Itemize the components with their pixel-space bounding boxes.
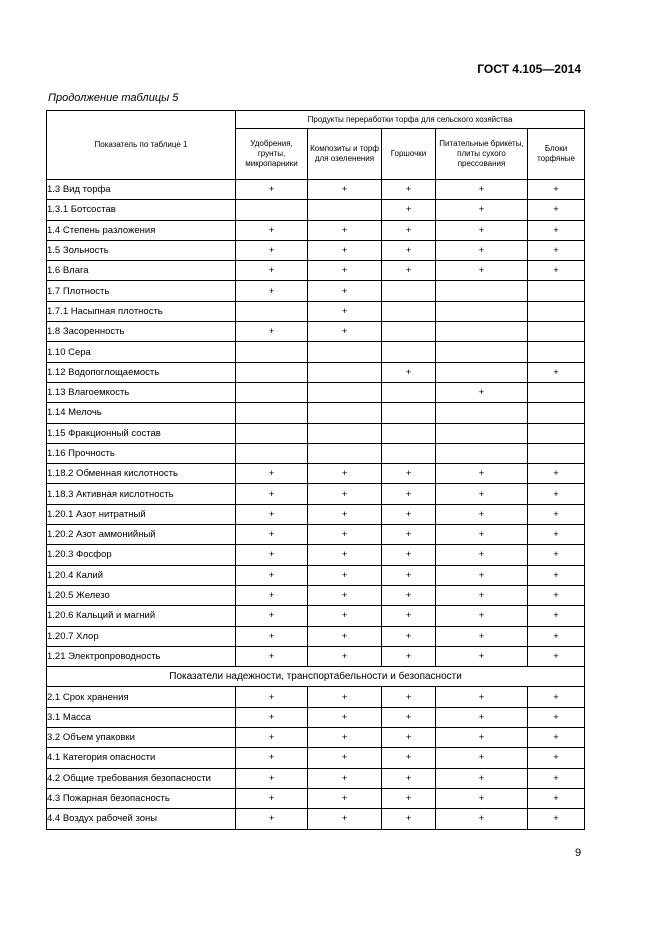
applicability-cell: + bbox=[528, 626, 585, 646]
applicability-cell: + bbox=[436, 728, 528, 748]
table-row bbox=[47, 423, 585, 443]
indicator-label: 1.20.3 Фосфор bbox=[47, 545, 236, 565]
indicator-label: 1.18.2 Обменная кислотность bbox=[47, 464, 236, 484]
applicability-cell bbox=[236, 200, 308, 220]
indicator-label: 1.12 Водопоглощаемость bbox=[47, 362, 236, 382]
applicability-cell: + bbox=[236, 464, 308, 484]
indicator-label: 1.16 Прочность bbox=[47, 443, 236, 463]
applicability-cell: + bbox=[236, 545, 308, 565]
indicator-label: 1.10 Сера bbox=[47, 342, 236, 362]
applicability-cell: + bbox=[436, 707, 528, 727]
applicability-cell bbox=[236, 443, 308, 463]
applicability-cell: + bbox=[382, 565, 436, 585]
applicability-cell: + bbox=[308, 606, 382, 626]
row-header: Показатель по таблице 1 bbox=[47, 111, 236, 180]
applicability-cell: + bbox=[236, 768, 308, 788]
table-row bbox=[47, 504, 585, 524]
table-row bbox=[47, 281, 585, 301]
indicator-label: 1.7 Плотность bbox=[47, 281, 236, 301]
applicability-cell bbox=[436, 301, 528, 321]
table-row bbox=[47, 525, 585, 545]
applicability-cell: + bbox=[236, 322, 308, 342]
table-row bbox=[47, 545, 585, 565]
applicability-cell: + bbox=[236, 606, 308, 626]
applicability-cell bbox=[528, 382, 585, 402]
applicability-cell: + bbox=[308, 687, 382, 707]
applicability-cell: + bbox=[308, 220, 382, 240]
applicability-cell: + bbox=[382, 687, 436, 707]
table-row bbox=[47, 464, 585, 484]
applicability-cell: + bbox=[436, 484, 528, 504]
section-title: Показатели надежности, транспортабельности и безопасности bbox=[47, 667, 585, 687]
applicability-cell bbox=[436, 342, 528, 362]
applicability-cell: + bbox=[382, 484, 436, 504]
applicability-cell: + bbox=[528, 504, 585, 524]
applicability-cell: + bbox=[236, 707, 308, 727]
applicability-cell: + bbox=[236, 646, 308, 666]
indicator-label: 1.6 Влага bbox=[47, 261, 236, 281]
applicability-cell: + bbox=[436, 646, 528, 666]
table-row bbox=[47, 322, 585, 342]
table-row bbox=[47, 788, 585, 808]
indicator-label: 1.4 Степень разложения bbox=[47, 220, 236, 240]
applicability-cell: + bbox=[436, 200, 528, 220]
applicability-cell bbox=[308, 382, 382, 402]
indicator-label: 1.3 Вид торфа bbox=[47, 180, 236, 200]
table-row bbox=[47, 646, 585, 666]
applicability-cell: + bbox=[382, 646, 436, 666]
applicability-cell bbox=[308, 342, 382, 362]
applicability-cell: + bbox=[436, 504, 528, 524]
applicability-cell: + bbox=[436, 606, 528, 626]
applicability-cell: + bbox=[236, 728, 308, 748]
applicability-cell bbox=[528, 443, 585, 463]
applicability-cell: + bbox=[382, 809, 436, 829]
applicability-cell: + bbox=[382, 545, 436, 565]
indicator-label: 1.15 Фракционный состав bbox=[47, 423, 236, 443]
indicator-label: 1.20.4 Калий bbox=[47, 565, 236, 585]
applicability-cell: + bbox=[436, 261, 528, 281]
applicability-cell bbox=[528, 322, 585, 342]
applicability-cell bbox=[436, 322, 528, 342]
table-row bbox=[47, 809, 585, 829]
applicability-cell: + bbox=[528, 545, 585, 565]
table-row bbox=[47, 484, 585, 504]
table-row bbox=[47, 768, 585, 788]
applicability-cell: + bbox=[528, 788, 585, 808]
applicability-cell: + bbox=[308, 707, 382, 727]
applicability-cell: + bbox=[308, 768, 382, 788]
applicability-cell: + bbox=[382, 788, 436, 808]
indicator-label: 1.5 Зольность bbox=[47, 240, 236, 260]
applicability-cell: + bbox=[528, 748, 585, 768]
applicability-cell: + bbox=[528, 180, 585, 200]
table-row bbox=[47, 565, 585, 585]
applicability-cell: + bbox=[236, 261, 308, 281]
applicability-cell: + bbox=[382, 748, 436, 768]
table-row bbox=[47, 200, 585, 220]
applicability-cell: + bbox=[308, 525, 382, 545]
applicability-cell: + bbox=[382, 261, 436, 281]
applicability-cell: + bbox=[308, 322, 382, 342]
indicator-label: 1.7.1 Насыпная плотность bbox=[47, 301, 236, 321]
applicability-cell: + bbox=[308, 301, 382, 321]
applicability-cell: + bbox=[436, 585, 528, 605]
table-caption: Продолжение таблицы 5 bbox=[48, 92, 179, 104]
applicability-cell: + bbox=[528, 606, 585, 626]
applicability-cell: + bbox=[308, 240, 382, 260]
applicability-cell: + bbox=[436, 180, 528, 200]
indicator-label: 3.1 Масса bbox=[47, 707, 236, 727]
applicability-cell bbox=[436, 281, 528, 301]
applicability-cell bbox=[382, 423, 436, 443]
applicability-cell bbox=[528, 342, 585, 362]
applicability-cell bbox=[308, 362, 382, 382]
applicability-cell: + bbox=[436, 748, 528, 768]
indicator-label: 3.2 Объем упаковки bbox=[47, 728, 236, 748]
applicability-cell: + bbox=[236, 180, 308, 200]
table-row bbox=[47, 403, 585, 423]
column-header: Удобрения, грунты, микропарники bbox=[236, 129, 308, 180]
indicator-label: 1.20.7 Хлор bbox=[47, 626, 236, 646]
indicator-label: 4.1 Категория опасности bbox=[47, 748, 236, 768]
table-row bbox=[47, 728, 585, 748]
table-row bbox=[47, 585, 585, 605]
applicability-cell: + bbox=[528, 728, 585, 748]
applicability-cell bbox=[308, 423, 382, 443]
applicability-cell: + bbox=[308, 748, 382, 768]
table-row bbox=[47, 606, 585, 626]
applicability-cell: + bbox=[236, 504, 308, 524]
table-row bbox=[47, 220, 585, 240]
applicability-cell: + bbox=[528, 565, 585, 585]
applicability-cell: + bbox=[308, 788, 382, 808]
applicability-cell bbox=[236, 342, 308, 362]
indicator-label: 1.21 Электропроводность bbox=[47, 646, 236, 666]
applicability-cell: + bbox=[308, 464, 382, 484]
applicability-cell bbox=[436, 362, 528, 382]
applicability-cell: + bbox=[236, 484, 308, 504]
table-row bbox=[47, 240, 585, 260]
applicability-cell bbox=[382, 342, 436, 362]
applicability-cell: + bbox=[236, 240, 308, 260]
applicability-cell: + bbox=[528, 687, 585, 707]
applicability-cell: + bbox=[528, 220, 585, 240]
applicability-cell: + bbox=[382, 525, 436, 545]
applicability-cell: + bbox=[308, 281, 382, 301]
applicability-cell: + bbox=[308, 504, 382, 524]
applicability-cell: + bbox=[236, 809, 308, 829]
page-number: 9 bbox=[575, 847, 582, 859]
table-row bbox=[47, 443, 585, 463]
applicability-cell: + bbox=[308, 626, 382, 646]
indicator-label: 1.8 Засоренность bbox=[47, 322, 236, 342]
indicator-label: 4.3 Пожарная безопасность bbox=[47, 788, 236, 808]
indicator-table bbox=[46, 110, 585, 830]
table-row bbox=[47, 707, 585, 727]
applicability-cell: + bbox=[528, 707, 585, 727]
applicability-cell: + bbox=[436, 626, 528, 646]
applicability-cell bbox=[436, 403, 528, 423]
applicability-cell: + bbox=[382, 464, 436, 484]
applicability-cell: + bbox=[382, 585, 436, 605]
applicability-cell: + bbox=[528, 261, 585, 281]
applicability-cell: + bbox=[382, 240, 436, 260]
group-header: Продукты переработки торфа для сельского хозяйства bbox=[236, 111, 585, 129]
indicator-label: 1.14 Мелочь bbox=[47, 403, 236, 423]
applicability-cell: + bbox=[308, 565, 382, 585]
applicability-cell: + bbox=[236, 585, 308, 605]
applicability-cell bbox=[382, 382, 436, 402]
applicability-cell: + bbox=[436, 768, 528, 788]
indicator-label: 1.13 Влагоемкость bbox=[47, 382, 236, 402]
applicability-cell: + bbox=[436, 464, 528, 484]
applicability-cell bbox=[436, 443, 528, 463]
standard-code: ГОСТ 4.105—2014 bbox=[477, 62, 581, 76]
applicability-cell: + bbox=[528, 525, 585, 545]
applicability-cell bbox=[308, 200, 382, 220]
applicability-cell bbox=[382, 281, 436, 301]
table-section bbox=[47, 667, 585, 687]
applicability-cell: + bbox=[436, 525, 528, 545]
column-header: Композиты и торф для озеленения bbox=[308, 129, 382, 180]
applicability-cell: + bbox=[528, 484, 585, 504]
applicability-cell: + bbox=[382, 200, 436, 220]
table-row bbox=[47, 180, 585, 200]
applicability-cell bbox=[528, 301, 585, 321]
applicability-cell: + bbox=[436, 545, 528, 565]
applicability-cell: + bbox=[236, 565, 308, 585]
column-header: Блоки торфяные bbox=[528, 129, 585, 180]
indicator-label: 4.2 Общие требования безопасности bbox=[47, 768, 236, 788]
applicability-cell: + bbox=[308, 809, 382, 829]
table-row bbox=[47, 382, 585, 402]
applicability-cell bbox=[236, 301, 308, 321]
applicability-cell: + bbox=[528, 240, 585, 260]
applicability-cell: + bbox=[436, 565, 528, 585]
applicability-cell bbox=[382, 443, 436, 463]
applicability-cell: + bbox=[528, 200, 585, 220]
applicability-cell bbox=[382, 301, 436, 321]
applicability-cell: + bbox=[528, 464, 585, 484]
applicability-cell: + bbox=[382, 180, 436, 200]
indicator-label: 1.20.2 Азот аммонийный bbox=[47, 525, 236, 545]
applicability-cell: + bbox=[382, 626, 436, 646]
applicability-cell: + bbox=[436, 809, 528, 829]
applicability-cell: + bbox=[308, 261, 382, 281]
table-row bbox=[47, 342, 585, 362]
applicability-cell bbox=[528, 403, 585, 423]
table-row bbox=[47, 362, 585, 382]
table-row bbox=[47, 301, 585, 321]
indicator-label: 1.3.1 Ботсостав bbox=[47, 200, 236, 220]
table-row bbox=[47, 687, 585, 707]
table-body-quality bbox=[47, 180, 585, 667]
indicator-label: 1.20.6 Кальций и магний bbox=[47, 606, 236, 626]
applicability-cell: + bbox=[528, 768, 585, 788]
indicator-label: 1.20.1 Азот нитратный bbox=[47, 504, 236, 524]
applicability-cell: + bbox=[236, 748, 308, 768]
applicability-cell bbox=[236, 403, 308, 423]
applicability-cell: + bbox=[308, 585, 382, 605]
applicability-cell: + bbox=[436, 220, 528, 240]
applicability-cell: + bbox=[528, 585, 585, 605]
table-body-safety bbox=[47, 687, 585, 829]
column-header: Горшочки bbox=[382, 129, 436, 180]
indicator-label: 1.18.3 Активная кислотность bbox=[47, 484, 236, 504]
indicator-label: 1.20.5 Железо bbox=[47, 585, 236, 605]
applicability-cell: + bbox=[382, 707, 436, 727]
applicability-cell: + bbox=[528, 646, 585, 666]
applicability-cell bbox=[528, 281, 585, 301]
applicability-cell bbox=[436, 423, 528, 443]
applicability-cell: + bbox=[382, 728, 436, 748]
applicability-cell: + bbox=[236, 788, 308, 808]
applicability-cell bbox=[382, 322, 436, 342]
applicability-cell: + bbox=[436, 788, 528, 808]
applicability-cell: + bbox=[236, 220, 308, 240]
applicability-cell: + bbox=[382, 362, 436, 382]
applicability-cell: + bbox=[382, 606, 436, 626]
applicability-cell: + bbox=[436, 382, 528, 402]
indicator-label: 2.1 Срок хранения bbox=[47, 687, 236, 707]
applicability-cell bbox=[528, 423, 585, 443]
applicability-cell: + bbox=[382, 768, 436, 788]
applicability-cell: + bbox=[382, 504, 436, 524]
section-row bbox=[47, 667, 585, 687]
applicability-cell: + bbox=[308, 484, 382, 504]
applicability-cell: + bbox=[236, 525, 308, 545]
applicability-cell: + bbox=[308, 728, 382, 748]
applicability-cell bbox=[236, 423, 308, 443]
applicability-cell bbox=[236, 382, 308, 402]
applicability-cell: + bbox=[236, 626, 308, 646]
table-row bbox=[47, 626, 585, 646]
applicability-cell: + bbox=[236, 281, 308, 301]
table-row bbox=[47, 261, 585, 281]
applicability-cell bbox=[308, 403, 382, 423]
applicability-cell: + bbox=[236, 687, 308, 707]
applicability-cell bbox=[236, 362, 308, 382]
applicability-cell: + bbox=[308, 545, 382, 565]
applicability-cell: + bbox=[382, 220, 436, 240]
applicability-cell: + bbox=[436, 687, 528, 707]
applicability-cell: + bbox=[308, 180, 382, 200]
applicability-cell bbox=[308, 443, 382, 463]
applicability-cell: + bbox=[528, 362, 585, 382]
applicability-cell: + bbox=[436, 240, 528, 260]
applicability-cell bbox=[382, 403, 436, 423]
indicator-label: 4.4 Воздух рабочей зоны bbox=[47, 809, 236, 829]
applicability-cell: + bbox=[308, 646, 382, 666]
column-header: Питательные брикеты, плиты сухого прессования bbox=[436, 129, 528, 180]
table-row bbox=[47, 748, 585, 768]
applicability-cell: + bbox=[528, 809, 585, 829]
